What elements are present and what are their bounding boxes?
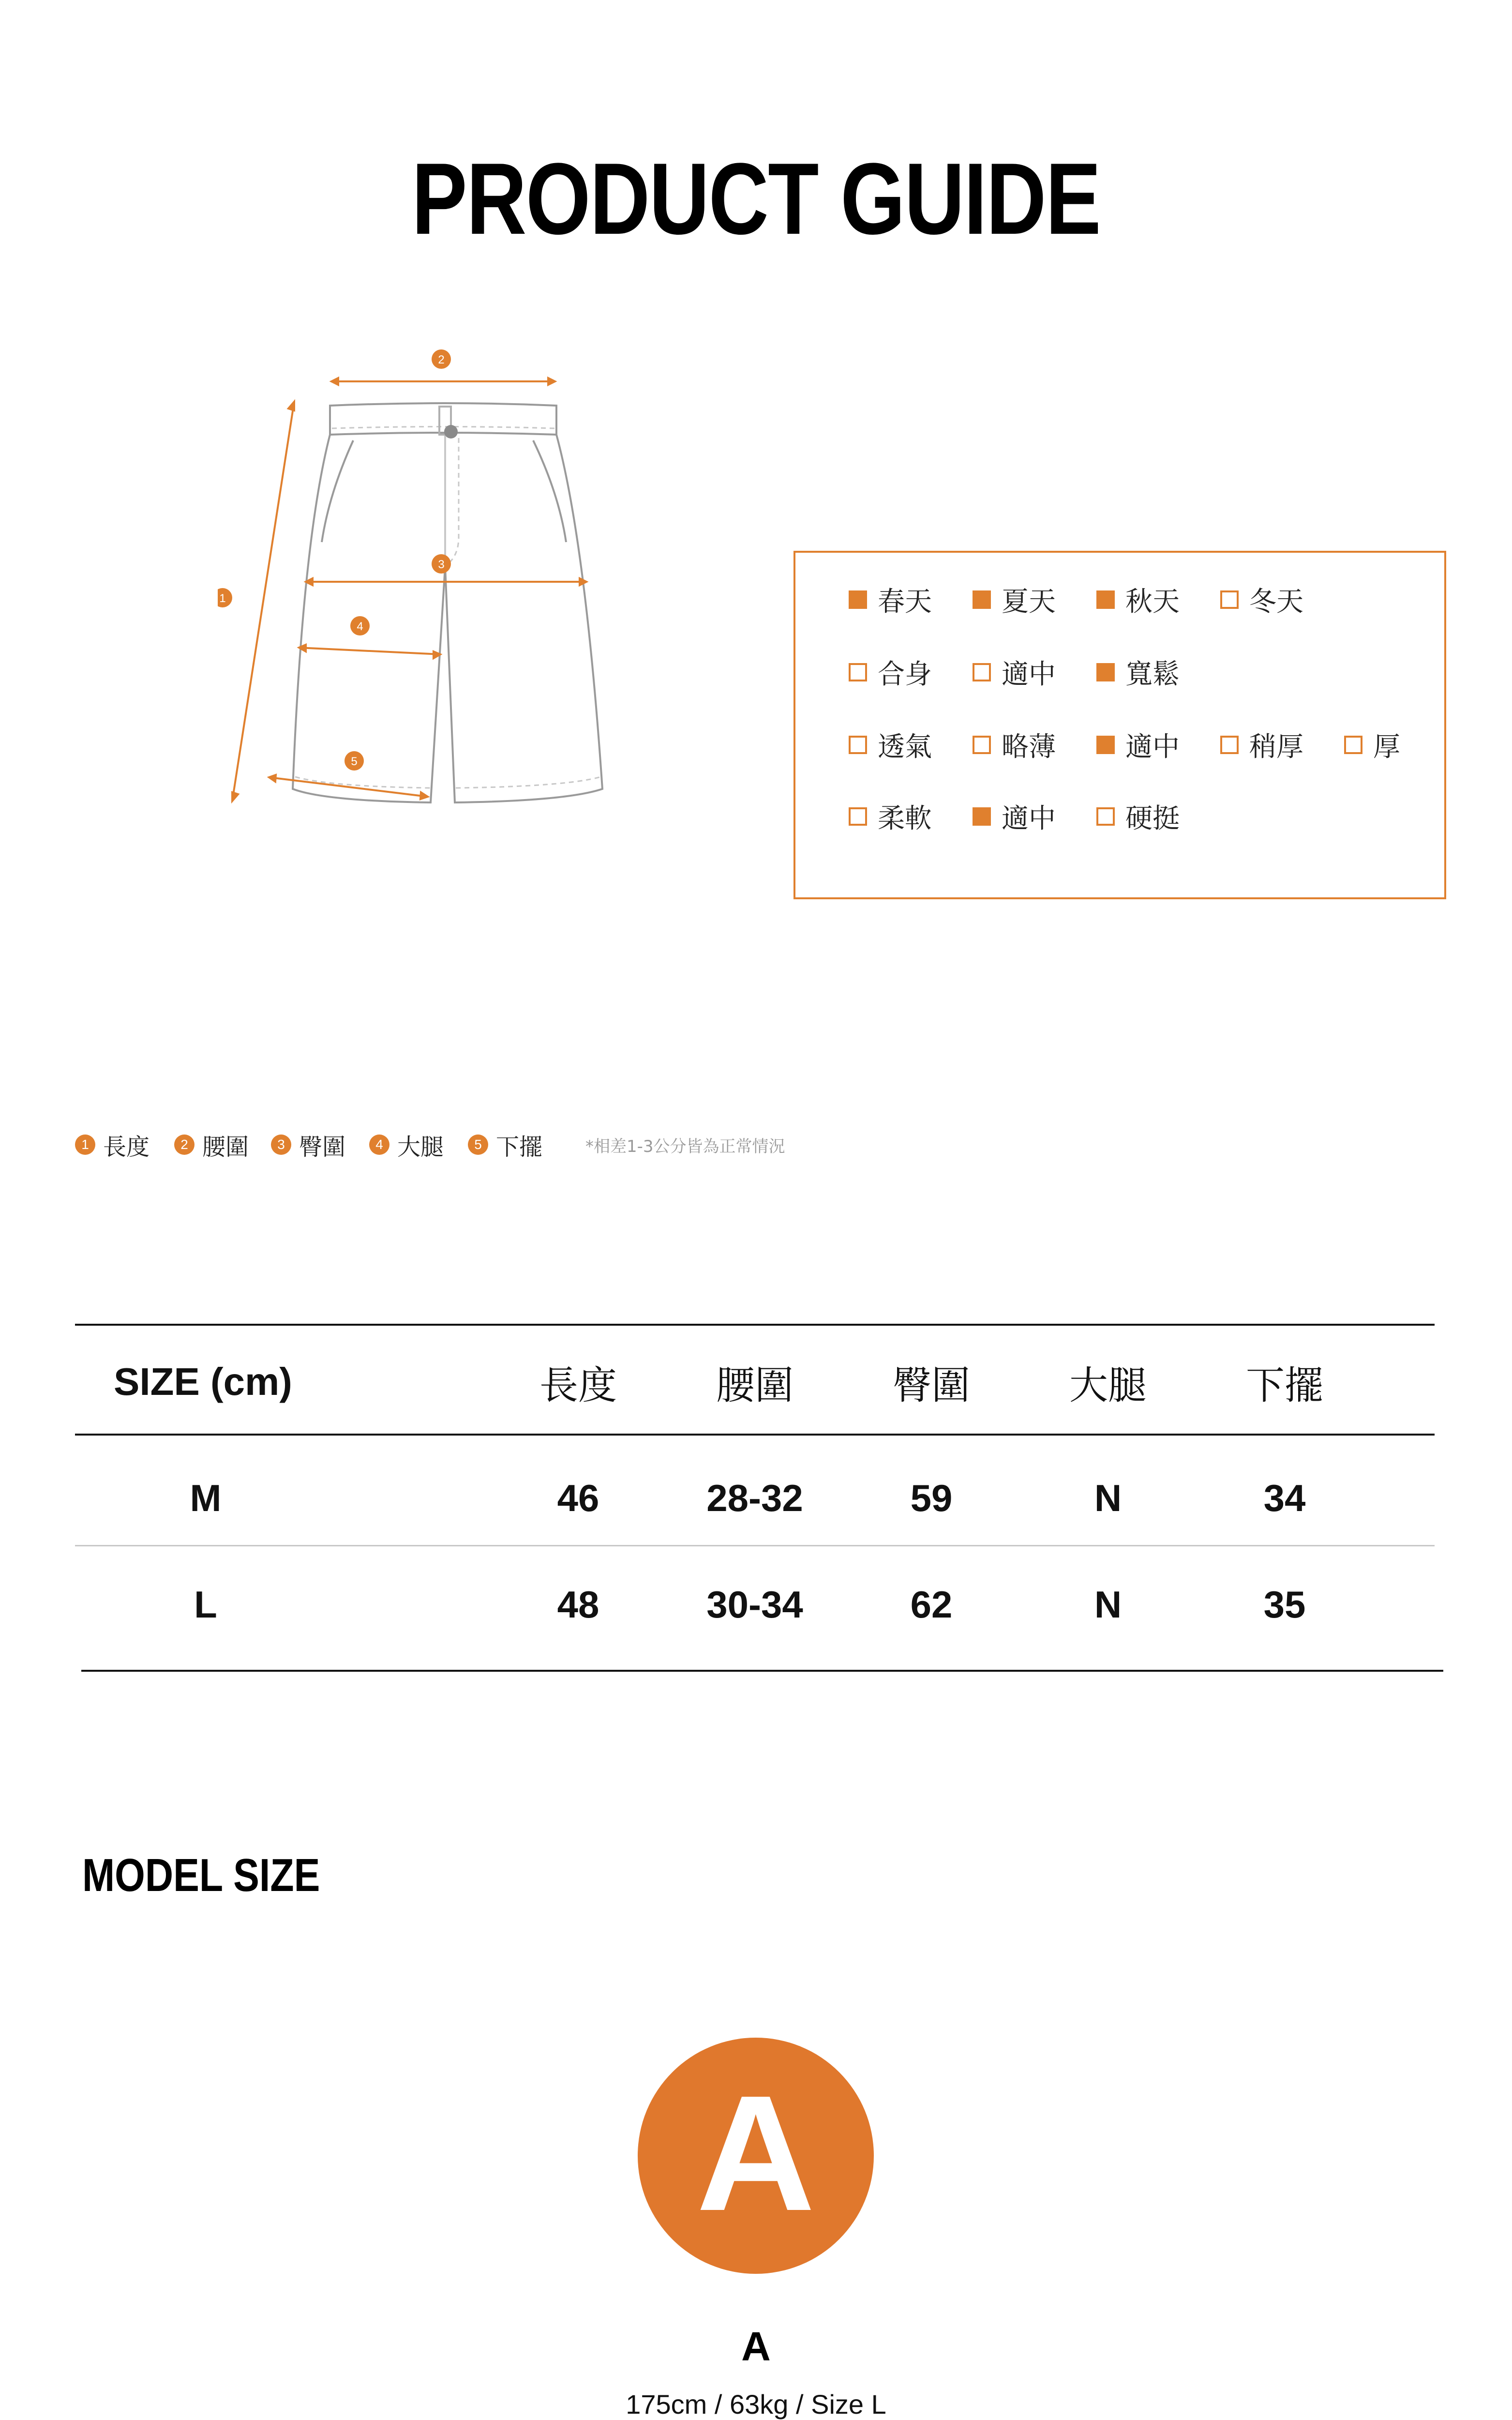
legend-item-hem <box>468 1128 542 1162</box>
marker-3-label: 3 <box>438 558 445 571</box>
checkbox-square <box>1096 663 1115 681</box>
row-m-hip: 59 <box>910 1476 953 1519</box>
attr-label: 適中 <box>1125 731 1180 763</box>
legend-label: 大腿 <box>397 1133 444 1161</box>
attribute-panel <box>793 551 1446 899</box>
attr-fit-slim <box>849 653 932 692</box>
header-hem: 下擺 <box>1246 1362 1323 1408</box>
attr-label: 合身 <box>878 659 932 690</box>
checkbox-square <box>849 807 867 826</box>
header-thigh: 大腿 <box>1069 1362 1147 1408</box>
header-length: 長度 <box>539 1362 617 1408</box>
legend-item-thigh <box>369 1128 444 1162</box>
shorts-outline <box>293 403 602 802</box>
attr-label: 適中 <box>1002 659 1056 690</box>
model-size-title: MODEL SIZE <box>82 1849 320 1901</box>
header-size: SIZE (cm) <box>114 1360 292 1403</box>
model-info: 175cm / 63kg / Size L <box>626 2389 886 2420</box>
row-l-size: L <box>194 1583 217 1626</box>
attr-label: 春天 <box>878 586 932 618</box>
checkbox-square <box>1220 736 1239 754</box>
legend-label: 臀圍 <box>299 1133 346 1161</box>
number-badge: 4 <box>369 1134 389 1155</box>
row-l-hip: 62 <box>910 1583 953 1626</box>
legend-item-hip <box>271 1128 345 1162</box>
checkbox-square <box>973 590 991 609</box>
attr-season-summer <box>973 580 1056 619</box>
checkbox-square <box>1344 736 1362 754</box>
shorts-diagram <box>218 339 653 852</box>
attr-label: 夏天 <box>1002 586 1056 618</box>
legend-item-waist <box>174 1128 249 1162</box>
attr-thick-slightly-thick <box>1220 726 1303 764</box>
attr-thick-thick <box>1344 726 1400 764</box>
tolerance-note: *相差1-3公分皆為正常情況 <box>585 1136 785 1156</box>
legend-item-length <box>75 1128 150 1162</box>
row-m-hem: 34 <box>1263 1476 1306 1519</box>
header-hip: 臀圍 <box>893 1362 970 1408</box>
checkbox-square <box>849 736 867 754</box>
button-dot <box>444 425 458 439</box>
row-l-waist: 30-34 <box>706 1583 803 1626</box>
row-m-size: M <box>190 1476 222 1519</box>
attr-label: 柔軟 <box>878 803 932 834</box>
legend-label: 下擺 <box>496 1133 543 1161</box>
checkbox-square <box>1096 590 1115 609</box>
checkbox-square <box>849 663 867 681</box>
attr-label: 略薄 <box>1002 731 1056 763</box>
row-m-length: 46 <box>557 1476 599 1519</box>
attr-label: 稍厚 <box>1249 731 1303 763</box>
row-l-thigh: N <box>1094 1583 1122 1626</box>
table-top-rule <box>75 1324 1435 1326</box>
measurement-legend <box>75 1128 1478 1162</box>
checkbox-square <box>1096 807 1115 826</box>
attr-soft-medium <box>973 797 1056 836</box>
legend-label: 長度 <box>103 1133 150 1161</box>
model-badge <box>638 2038 874 2274</box>
legend-label: 腰圍 <box>202 1133 249 1161</box>
checkbox-square <box>849 590 867 609</box>
row-divider <box>75 1545 1435 1546</box>
marker-2-label: 2 <box>438 353 445 366</box>
row-l-length: 48 <box>557 1583 599 1626</box>
page-title: PRODUCT GUIDE <box>411 142 1101 256</box>
attr-soft-soft <box>849 797 932 836</box>
checkbox-square <box>1096 736 1115 754</box>
attr-label: 適中 <box>1002 803 1056 834</box>
checkbox-square <box>973 663 991 681</box>
attr-season-spring <box>849 580 932 619</box>
attr-label: 冬天 <box>1249 586 1303 618</box>
attr-thick-breathable <box>849 726 932 764</box>
model-badge-letter: A <box>696 2061 815 2245</box>
attr-fit-regular <box>973 653 1056 692</box>
marker-5-label: 5 <box>351 755 358 768</box>
marker-1-label: 1 <box>219 592 226 605</box>
marker-4-label: 4 <box>357 620 363 633</box>
number-badge: 3 <box>271 1134 291 1155</box>
attr-season-autumn <box>1096 580 1180 619</box>
checkbox-square <box>973 807 991 826</box>
number-badge: 5 <box>468 1134 488 1155</box>
number-badge: 1 <box>75 1134 95 1155</box>
attr-label: 透氣 <box>878 731 932 763</box>
attr-thick-thin <box>973 726 1056 764</box>
checkbox-square <box>973 736 991 754</box>
checkbox-square <box>1220 590 1239 609</box>
attr-season-winter <box>1220 580 1303 619</box>
attr-label: 硬挺 <box>1125 803 1180 834</box>
attr-label: 寬鬆 <box>1125 659 1180 690</box>
row-m-waist: 28-32 <box>706 1476 803 1519</box>
attr-label: 秋天 <box>1125 586 1180 618</box>
attr-label: 厚 <box>1373 731 1400 763</box>
model-name: A <box>741 2324 771 2369</box>
attr-soft-stiff <box>1096 797 1180 836</box>
header-rule <box>75 1434 1435 1436</box>
table-bottom-rule <box>81 1670 1443 1672</box>
header-waist: 腰圍 <box>716 1362 793 1408</box>
row-l-hem: 35 <box>1263 1583 1306 1626</box>
row-m-thigh: N <box>1094 1476 1122 1519</box>
attr-fit-loose <box>1096 653 1180 692</box>
attr-thick-medium <box>1096 726 1180 764</box>
number-badge: 2 <box>174 1134 195 1155</box>
